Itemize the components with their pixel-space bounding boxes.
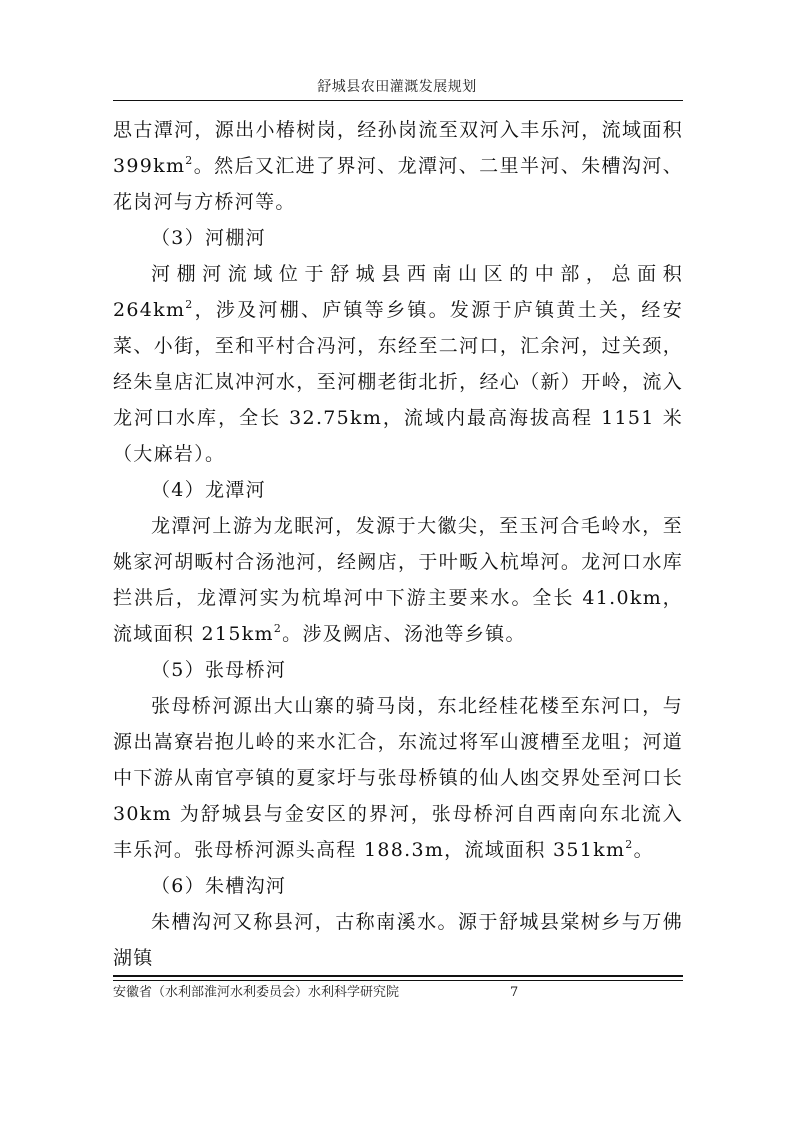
section-heading-hepeng-river: （3）河棚河 (151, 227, 266, 249)
paragraph-text: ，涉及河棚、庐镇等乡镇。发源于庐镇黄土关，经安菜、小街，至和平村合冯河，东经至二河口，汇余河，过关颈，经朱皇店汇岚冲河水，至河棚老街北折，经心（新）开岭，流入龙河口水库，全长 32.75km，流域内最高海拔高程 1151 米（大麻岩）。 (113, 299, 683, 465)
paragraph-text: 河棚河流域位于舒城县西南山区的中部，总面积 264km (113, 263, 683, 321)
paragraph-text: 张母桥河源出大山寨的骑马岗，东北经桂花楼至东河口，与源出嵩寮岩抱儿岭的来水汇合，东流过将军山渡槽至龙咀；河道中下游从南官亭镇的夏家圩与张母桥镇的仙人凼交界处至河口长 30km 为舒城县与金安区的界河，张母桥河自西南向东北流入丰乐河。张母桥河源头高程 188.3m，流域面积 351km (113, 695, 683, 861)
paragraph-text: 思古潭河，源出小椿树岗，经孙岗流至双河入丰乐河，流域面积399km (113, 119, 683, 177)
section-heading-zhucaogou-river: （6）朱槽沟河 (151, 875, 287, 897)
paragraph-text: 。涉及阙店、汤池等乡镇。 (282, 623, 526, 645)
paragraph-longtan-river (113, 508, 683, 652)
running-header: 舒城县农田灌溉发展规划 (317, 79, 477, 95)
header-divider (113, 100, 683, 101)
section-heading-longtan-river: （4）龙潭河 (151, 479, 266, 501)
page-number: 7 (510, 985, 519, 1000)
superscript: 2 (625, 838, 634, 851)
paragraph-text: 。然后又汇进了界河、龙潭河、二里半河、朱槽沟河、花岗河与方桥河等。 (113, 155, 683, 213)
superscript: 2 (185, 154, 194, 167)
page-body (113, 112, 683, 969)
superscript: 2 (273, 622, 283, 635)
paragraph-zhangmuqiao-river (113, 688, 683, 868)
section-heading-zhangmuqiao-river: （5）张母桥河 (151, 659, 287, 681)
superscript: 2 (185, 298, 194, 311)
footer-divider-thin (113, 980, 683, 981)
paragraph-sigutan-river (113, 112, 683, 220)
paragraph-text: 龙潭河上游为龙眠河，发源于大徽尖，至玉河合毛岭水，至姚家河胡畈村合汤池河，经阙店，于叶畈入杭埠河。龙河口水库拦洪后，龙潭河实为杭埠河中下游主要来水。全长 41.0km，流域面积 215km (113, 515, 683, 645)
paragraph-zhucaogou-river: 朱槽沟河又称县河，古称南溪水。源于舒城县棠树乡与万佛湖镇 (113, 911, 683, 969)
footer-organization: 安徽省（水利部淮河水利委员会）水利科学研究院 (113, 985, 400, 1000)
paragraph-hepeng-river (113, 256, 683, 472)
footer-divider-thick (113, 975, 683, 977)
paragraph-text: 。 (633, 839, 654, 861)
